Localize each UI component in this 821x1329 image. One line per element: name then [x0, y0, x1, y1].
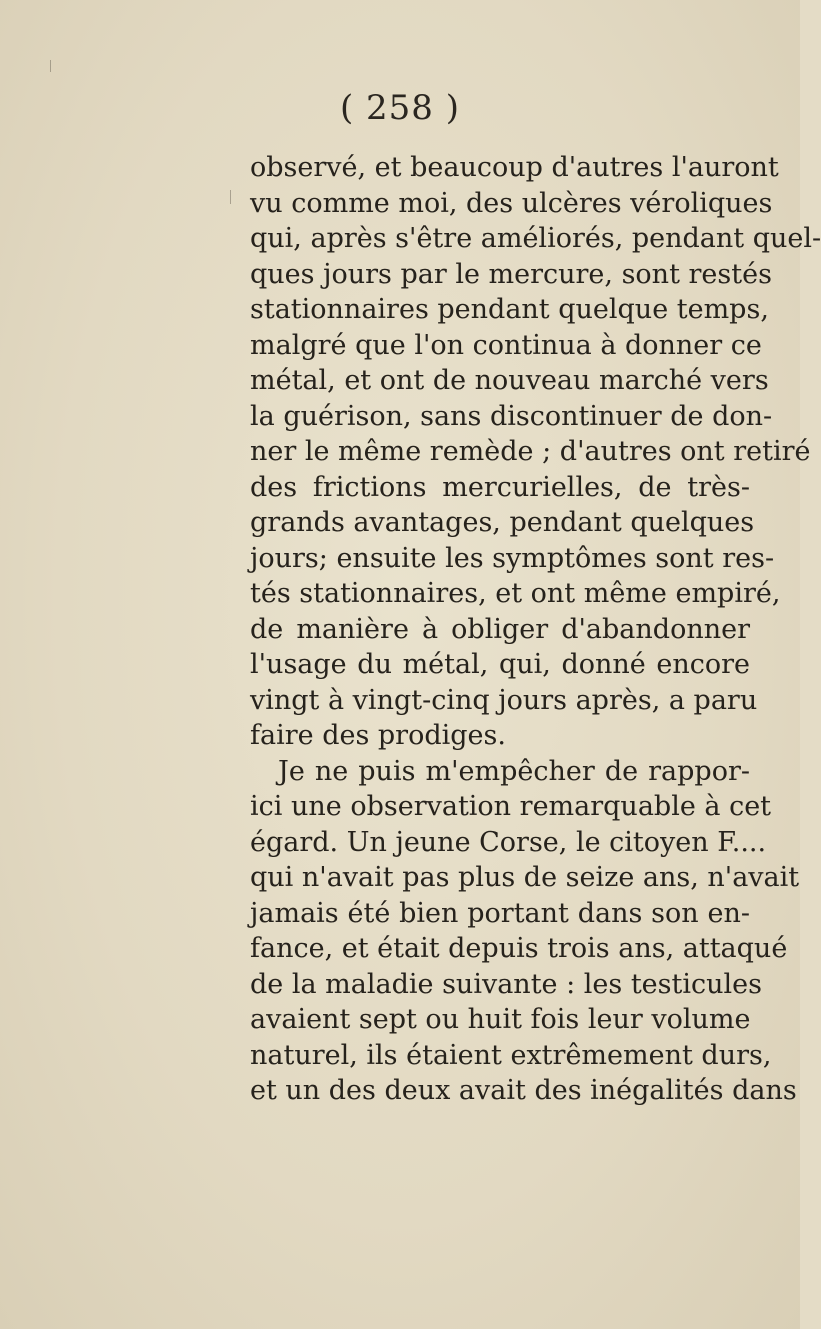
text-line: des frictions mercurielles, de très- [250, 471, 750, 503]
text-line: faire des prodiges. [250, 720, 506, 751]
text-line: jours; ensuite les symptômes sont res- [250, 542, 775, 574]
page-mark [230, 190, 231, 204]
text-line: ici une observation remarquable à cet [250, 791, 772, 822]
text-line: l'usage du métal, qui, donné encore [250, 649, 750, 680]
text-line: observé, et beaucoup d'autres l'auront [250, 152, 779, 183]
text-line: ner le même remède ; d'autres ont retiré [250, 436, 811, 467]
text-line: et un des deux avait des inégalités dans [250, 1075, 797, 1106]
text-line: métal, et ont de nouveau marché vers [250, 365, 769, 396]
text-line: de manière à obliger d'abandonner [250, 613, 750, 645]
page-number: ( 258 ) [339, 88, 461, 128]
text-line: tés stationnaires, et ont même empiré, [250, 578, 781, 609]
text-line: jamais été bien portant dans son en- [250, 897, 750, 929]
text-line: ques jours par le mercure, sont restés [250, 258, 772, 290]
text-line: stationnaires pendant quelque temps, [250, 294, 769, 325]
text-line: avaient sept ou huit fois leur volume [250, 1004, 751, 1035]
text-line: égard. Un jeune Corse, le citoyen F.... [250, 826, 767, 858]
text-line: malgré que l'on continua à donner ce [250, 329, 762, 361]
text-line: qui, après s'être améliorés, pendant quel- [250, 223, 821, 254]
text-line: fance, et était depuis trois ans, attaqué [250, 933, 788, 964]
text-line: vingt à vingt-cinq jours après, a paru [250, 684, 758, 716]
text-line: naturel, ils étaient extrêmement durs, [250, 1039, 772, 1071]
text-line: Je ne puis m'empêcher de rappor- [278, 755, 750, 787]
body-text [250, 150, 821, 1109]
text-line: de la maladie suivante : les testicules [250, 968, 762, 1000]
text-line: grands avantages, pendant quelques [250, 507, 755, 538]
text-line: la guérison, sans discontinuer de don- [250, 400, 773, 432]
text-line: vu comme moi, des ulcères véroliques [250, 187, 773, 219]
text-line: qui n'avait pas plus de seize ans, n'avait [250, 862, 800, 893]
page-mark [50, 60, 51, 72]
